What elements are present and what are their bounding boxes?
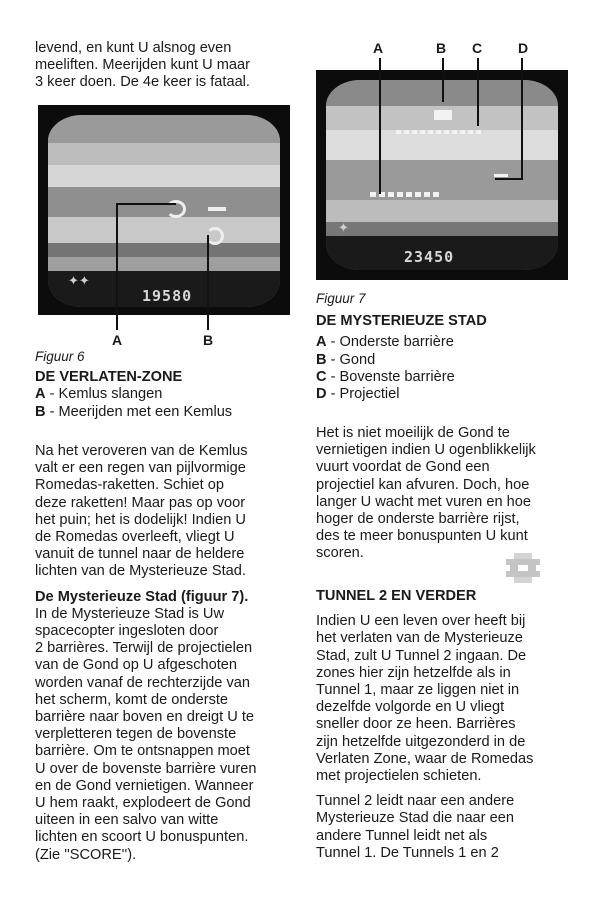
gond-icon — [434, 110, 452, 120]
text-line: het puin; het is dodelijk! Indien U — [35, 511, 246, 528]
text-line: vanuit de tunnel naar de heldere — [35, 546, 245, 563]
legend-item: A - Onderste barrière — [316, 334, 454, 351]
figure-title: DE MYSTERIEUZE STAD — [316, 313, 487, 330]
callout-c: C — [472, 40, 483, 56]
text-line: 2 barrières. Terwijl de projectielen — [35, 640, 253, 657]
text-line: van de Gond op U afgeschoten — [35, 657, 238, 674]
text-line: het verlaten van de Mysterieuze — [316, 630, 523, 647]
text-line: barrière naar boven en dreigt U te — [35, 709, 255, 726]
intro-paragraph — [35, 40, 297, 92]
crt-screen — [326, 80, 558, 270]
text-line: spacecopter ingesloten door — [35, 623, 219, 640]
text-line: worden vanaf de rechterzijde van — [35, 674, 250, 691]
text-line: zones hier zijn hetzelfde als in — [316, 664, 511, 681]
text-line: levend, en kunt U alsnog even — [35, 40, 232, 56]
lives-icon: ✦✦ — [68, 273, 90, 288]
text-line: U hem raakt, explodeert de Gond — [35, 795, 251, 812]
section-tunnel-2 — [316, 588, 578, 862]
text-line: Tunnel 1, maar ze liggen niet in — [316, 682, 520, 699]
text-line: Romedas-raketten. Schiet op — [35, 477, 225, 494]
text-line: Na het veroveren van de Kemlus — [35, 443, 248, 459]
projectile-icon — [494, 174, 508, 177]
text-line: en de Gond vernietigen. Wanneer — [35, 777, 254, 794]
upper-barrier-icon — [396, 130, 482, 134]
text-line: andere Tunnel leidt net als — [316, 827, 488, 844]
body-paragraph — [35, 443, 297, 864]
text-line: met projectielen schieten. — [316, 768, 482, 785]
legend-item: B - Gond — [316, 351, 376, 368]
projectile-icon — [208, 207, 226, 211]
legend-item: C - Bovenste barrière — [316, 368, 455, 385]
text-line: sneller door ze heen. Barrières — [316, 716, 516, 733]
crt-screen — [48, 115, 280, 307]
text-line: Tunnel 1. De Tunnels 1 en 2 — [316, 844, 499, 861]
text-line: Verlaten Zone, waar de Romedas — [316, 750, 534, 767]
score-display: 19580 — [142, 287, 193, 305]
text-line: U over de bovenste barrière vuren — [35, 760, 257, 777]
text-line: Tunnel 2 leidt naar een andere — [316, 793, 515, 810]
legend-item: B - Meerijden met een Kemlus — [35, 403, 233, 420]
text-line: In de Mysterieuze Stad is Uw — [35, 605, 224, 622]
text-line: vernietigen indien U ogenblikkelijk — [316, 442, 536, 459]
text-line: Indien U een leven over heeft bij — [316, 613, 526, 630]
sprite-icon — [506, 553, 540, 583]
text-line: uiteen in een salvo van witte — [35, 812, 219, 829]
text-line: hoger de onderste barrière rijst, — [316, 511, 520, 528]
figure-caption: Figuur 7 — [316, 291, 366, 306]
callout-a: A — [373, 40, 384, 56]
figure-6-legend — [35, 348, 297, 421]
text-line: Stad, zult U Tunnel 2 ingaan. De — [316, 647, 527, 664]
callout-b: B — [436, 40, 447, 56]
text-line: de Romedas overleeft, vliegt U — [35, 529, 235, 546]
section-heading: TUNNEL 2 EN VERDER — [316, 588, 477, 604]
legend-item: D - Projectiel — [316, 386, 400, 403]
text-line: verpletteren tegen de bovenste — [35, 726, 237, 743]
text-line: langer U wacht met vuren en hoe — [316, 493, 531, 510]
figure-7-legend — [316, 290, 578, 403]
text-line: Het is niet moeilijk de Gond te — [316, 425, 510, 441]
legend-item: A - Kemlus slangen — [35, 386, 163, 403]
lives-icon: ✦ — [338, 220, 349, 235]
section-heading: De Mysterieuze Stad (figuur 7). — [35, 588, 249, 605]
callout-d: D — [518, 40, 529, 56]
figure-title: DE VERLATEN-ZONE — [35, 369, 183, 386]
text-line: lichten en scoort U bonuspunten. — [35, 829, 249, 846]
figure-caption: Figuur 6 — [35, 349, 85, 364]
text-line: 3 keer doen. De 4e keer is fataal. — [35, 74, 250, 91]
callout-b: B — [203, 332, 214, 348]
text-line: deze raketten! Maar pas op voor — [35, 494, 246, 511]
text-line: het scherm, komt de onderste — [35, 691, 229, 708]
text-line: scoren. — [316, 545, 364, 562]
text-line: meeliften. Meerijden kunt U maar — [35, 57, 250, 74]
body-paragraph — [316, 425, 578, 563]
text-line: vuurt voordat de Gond een — [316, 459, 490, 476]
text-line: dezelfde volgorde en U vliegt — [316, 699, 505, 716]
text-line: projectiel kan afvuren. Doch, hoe — [316, 476, 530, 493]
score-display: 23450 — [404, 248, 455, 266]
text-line: barrière. Om te ontsnappen moet — [35, 743, 250, 760]
text-line: (Zie ''SCORE''). — [35, 846, 137, 863]
callout-a: A — [112, 332, 123, 348]
text-line: zijn hetzelfde uitgezonderd in de — [316, 733, 526, 750]
figure-6-image — [38, 105, 290, 315]
text-line: valt er een regen van pijlvormige — [35, 460, 246, 477]
text-line: des te meer bonuspunten U kunt — [316, 528, 528, 545]
text-line: lichten van de Mysterieuze Stad. — [35, 563, 246, 580]
text-line: Mysterieuze Stad die naar een — [316, 810, 514, 827]
